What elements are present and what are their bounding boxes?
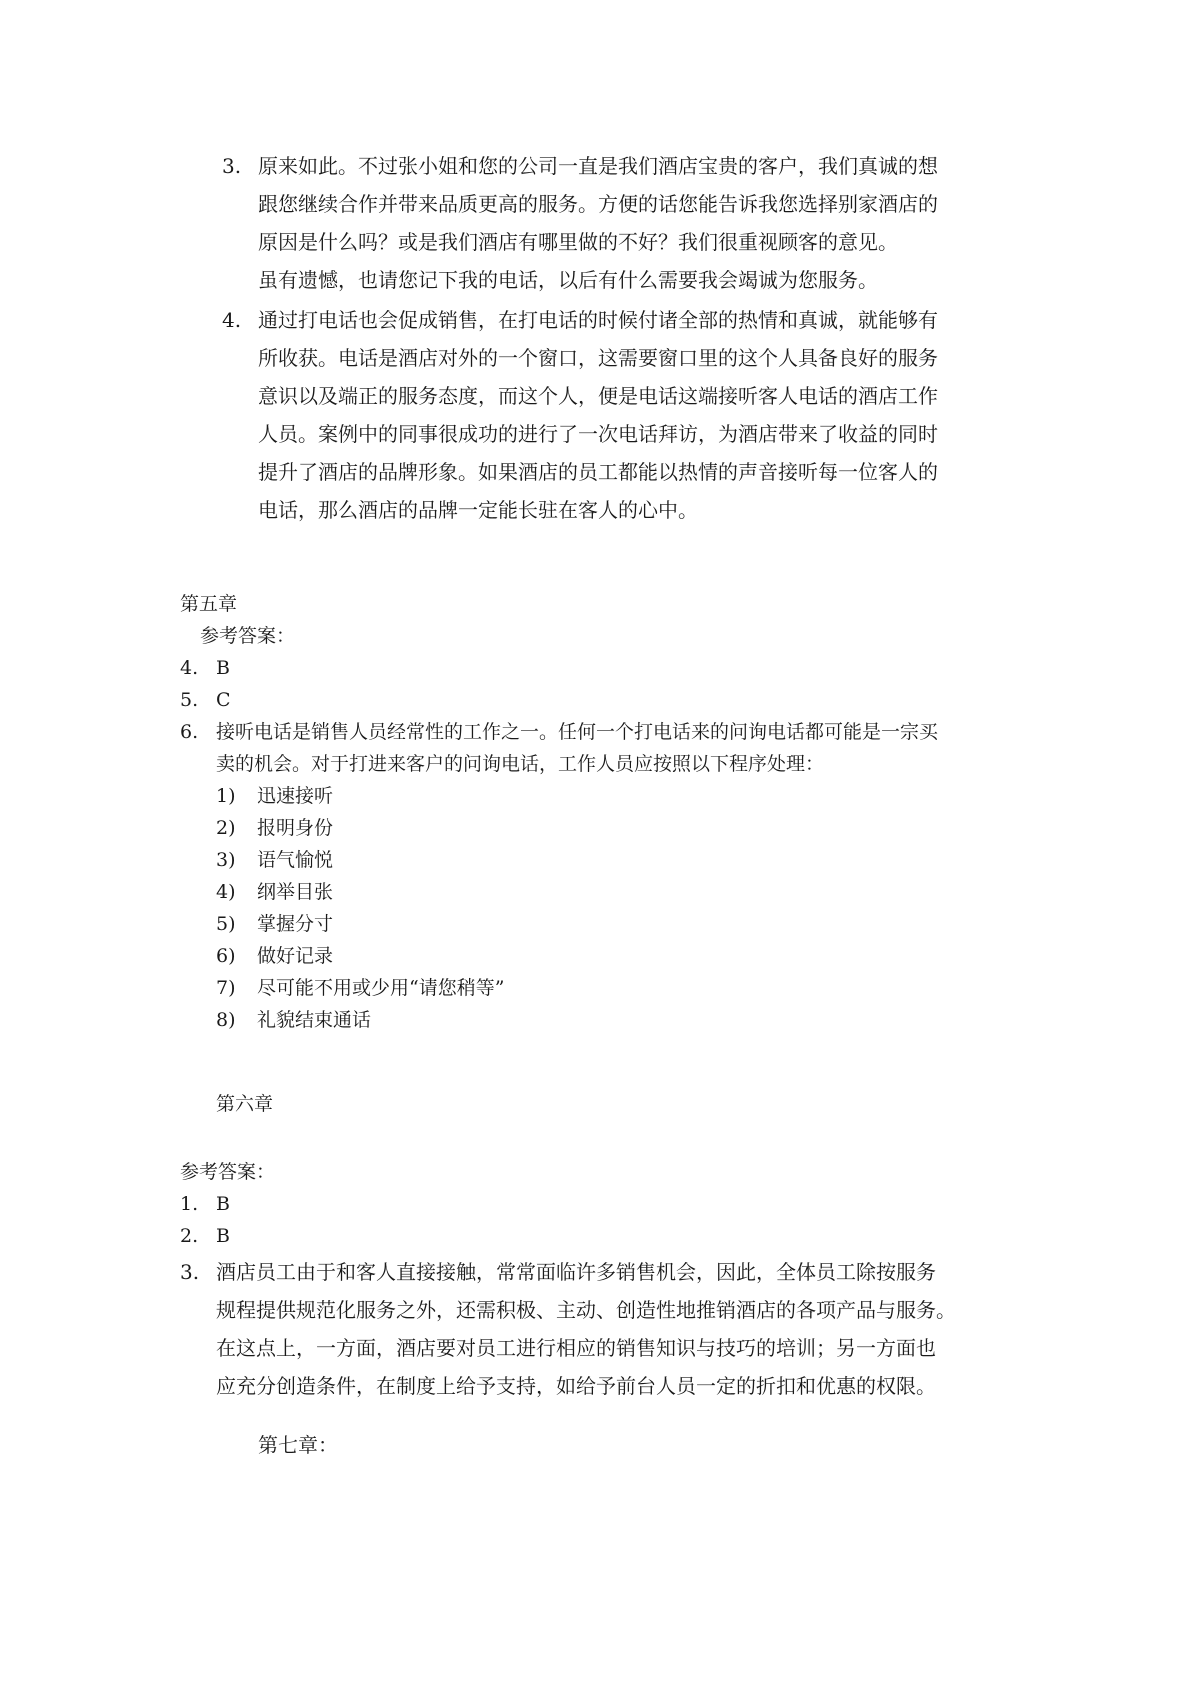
step-text: 报明身份: [257, 817, 334, 839]
text-line: 所收获。电话是酒店对外的一个窗口，这需要窗口里的这个人具备良好的服务: [258, 346, 938, 370]
chapter-6-answers-label: 参考答案：: [180, 1161, 276, 1183]
step-text: 做好记录: [257, 945, 334, 967]
step-text: 礼貌结束通话: [257, 1009, 372, 1031]
text-line: 通过打电话也会促成销售，在打电话的时候付诸全部的热情和真诚，就能够有: [258, 308, 938, 332]
answer-value: B: [216, 1225, 230, 1247]
step-item: [216, 780, 504, 812]
text-line: 跟您继续合作并带来品质更高的服务。方便的话您能告诉我您选择别家酒店的: [258, 192, 938, 216]
answer-number: 5.: [180, 689, 199, 711]
answer-number: 1.: [180, 1193, 199, 1215]
step-item: [216, 876, 504, 908]
step-number: 8): [216, 1009, 236, 1031]
answer-number: 4.: [180, 657, 199, 679]
step-text: 尽可能不用或少用“请您稍等”: [257, 977, 505, 999]
text-line: 酒店员工由于和客人直接接触，常常面临许多销售机会，因此，全体员工除按服务: [216, 1260, 936, 1284]
step-item: [216, 812, 504, 844]
answer-value: B: [216, 657, 230, 679]
step-number: 1): [216, 785, 236, 807]
step-number: 7): [216, 977, 236, 999]
step-number: 5): [216, 913, 236, 935]
answer-number: 3.: [180, 1260, 200, 1284]
text-line: 在这点上，一方面，酒店要对员工进行相应的销售知识与技巧的培训；另一方面也: [216, 1336, 936, 1360]
text-line: 规程提供规范化服务之外，还需积极、主动、创造性地推销酒店的各项产品与服务。: [216, 1298, 956, 1322]
text-line: 提升了酒店的品牌形象。如果酒店的员工都能以热情的声音接听每一位客人的: [258, 460, 938, 484]
text-line: 原因是什么吗？或是我们酒店有哪里做的不好？我们很重视顾客的意见。: [258, 230, 898, 254]
text-line: 接听电话是销售人员经常性的工作之一。任何一个打电话来的问询电话都可能是一宗买: [216, 721, 939, 743]
step-item: [216, 972, 504, 1004]
step-text: 语气愉悦: [257, 849, 334, 871]
step-item: [216, 1004, 504, 1036]
text-line: 应充分创造条件，在制度上给予支持，如给予前台人员一定的折扣和优惠的权限。: [216, 1374, 936, 1398]
text-line: 电话，那么酒店的品牌一定能长驻在客人的心中。: [258, 498, 698, 522]
text-line: 卖的机会。对于打进来客户的问询电话，工作人员应按照以下程序处理：: [216, 753, 825, 775]
step-text: 掌握分寸: [257, 913, 334, 935]
step-number: 6): [216, 945, 236, 967]
answer-number: 2.: [180, 1225, 199, 1247]
step-number: 3): [216, 849, 236, 871]
text-line: 人员。案例中的同事很成功的进行了一次电话拜访，为酒店带来了收益的同时: [258, 422, 938, 446]
procedure-steps: [216, 780, 504, 1036]
chapter-6-title: 第六章: [216, 1093, 274, 1115]
step-item: [216, 940, 504, 972]
text-line: 意识以及端正的服务态度，而这个人，便是电话这端接听客人电话的酒店工作: [258, 384, 938, 408]
step-text: 迅速接听: [257, 785, 334, 807]
step-number: 4): [216, 881, 236, 903]
list-number: 3.: [222, 154, 242, 178]
step-item: [216, 844, 504, 876]
answer-number: 6.: [180, 721, 199, 743]
question-3-text: [216, 1253, 956, 1405]
text-line: 虽有遗憾，也请您记下我的电话，以后有什么需要我会竭诚为您服务。: [258, 268, 878, 292]
text-line: 原来如此。不过张小姐和您的公司一直是我们酒店宝贵的客户，我们真诚的想: [258, 154, 938, 178]
step-item: [216, 908, 504, 940]
list-item-3-text: [258, 147, 938, 299]
chapter-5-title: 第五章: [180, 593, 238, 615]
answer-value: C: [216, 689, 231, 711]
chapter-7-title: 第七章：: [258, 1433, 338, 1457]
step-number: 2): [216, 817, 236, 839]
step-text: 纲举目张: [257, 881, 334, 903]
answer-value: B: [216, 1193, 230, 1215]
list-number: 4.: [222, 308, 242, 332]
chapter-5-answers-label: 参考答案：: [200, 625, 296, 647]
list-item-4-text: [258, 301, 938, 529]
question-6-text: [216, 716, 938, 780]
